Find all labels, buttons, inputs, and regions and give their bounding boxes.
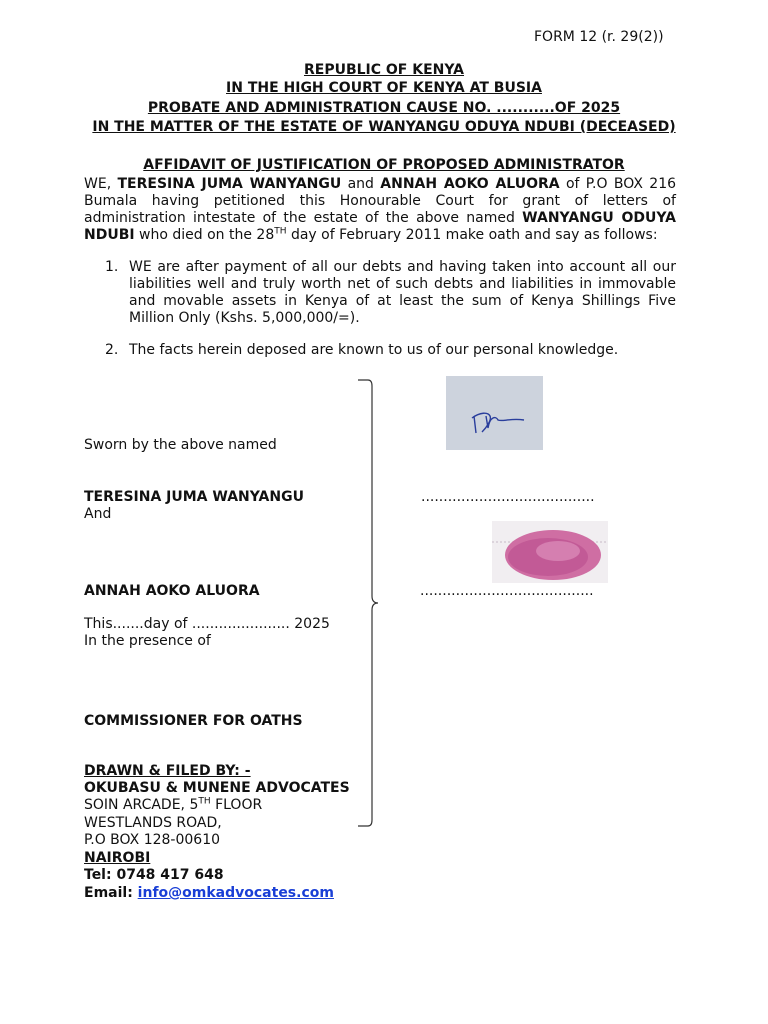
affidavit-title: AFFIDAVIT OF JUSTIFICATION OF PROPOSED ADMINISTRATOR: [143, 157, 625, 173]
date-line: This.......day of ...................... 2025: [84, 616, 330, 632]
list-item: 1. WE are after payment of all our debts and having taken into account all our liabilities well and truly worth net of such debts and liabilities in immovable and movable assets in Kenya of at least the sum of Kenya Shillings Five Million Only (Kshs. 5,000,000/=).: [105, 259, 676, 326]
header-court: IN THE HIGH COURT OF KENYA AT BUSIA: [226, 80, 542, 96]
address-line-2: WESTLANDS ROAD,: [84, 815, 222, 831]
jurat-brace: [348, 374, 378, 830]
deponent-2-name: ANNAH AOKO ALUORA: [84, 583, 260, 599]
address-line-3: P.O BOX 128-00610: [84, 832, 221, 848]
deceased-name: WANYANGU ODUYA NDUBI: [84, 210, 676, 243]
sworn-label: Sworn by the above named: [84, 437, 277, 453]
header-republic: REPUBLIC OF KENYA: [303, 62, 465, 78]
email-link[interactable]: info@omkadvocates.com: [137, 885, 334, 901]
deponent-1-signature-line: .......................................: [421, 489, 595, 505]
email-line: Email: info@omkadvocates.com: [84, 885, 334, 901]
and-label: And: [84, 506, 112, 522]
header-cause-number: PROBATE AND ADMINISTRATION CAUSE NO. ...........OF 2025: [147, 100, 621, 116]
commissioner-label: COMMISSIONER FOR OATHS: [84, 713, 303, 729]
header-estate: IN THE MATTER OF THE ESTATE OF WANYANGU ODUYA NDUBI (DECEASED): [92, 119, 676, 135]
form-reference: FORM 12 (r. 29(2)): [534, 29, 664, 45]
presence-label: In the presence of: [84, 633, 211, 649]
signature-image: [446, 376, 543, 450]
intro-paragraph: WE, TERESINA JUMA WANYANGU and ANNAH AOKO ALUORA of P.O BOX 216 Bumala having petitioned this Honourable Court for grant of letters of administration intestate of the estate of the above named WANYANGU ODUYA NDUBI who died on the 28TH day of February 2011 make oath and say as follows:: [84, 176, 677, 243]
telephone: Tel: 0748 417 648: [84, 867, 224, 883]
list-item: 2. The facts herein deposed are known to us of our personal knowledge.: [105, 342, 619, 358]
deponent-1-name: TERESINA JUMA WANYANGU: [84, 489, 304, 505]
firm-name: OKUBASU & MUNENE ADVOCATES: [84, 780, 350, 796]
thumbprint-image: [492, 521, 608, 583]
petitioner-1: TERESINA JUMA WANYANGU: [117, 176, 342, 192]
petitioner-2: ANNAH AOKO ALUORA: [380, 176, 560, 192]
address-line-1: SOIN ARCADE, 5TH FLOOR: [84, 796, 263, 813]
drawn-filed-label: DRAWN & FILED BY: -: [84, 763, 251, 779]
city-label: NAIROBI: [84, 850, 151, 866]
deponent-2-signature-line: .......................................: [420, 583, 594, 599]
